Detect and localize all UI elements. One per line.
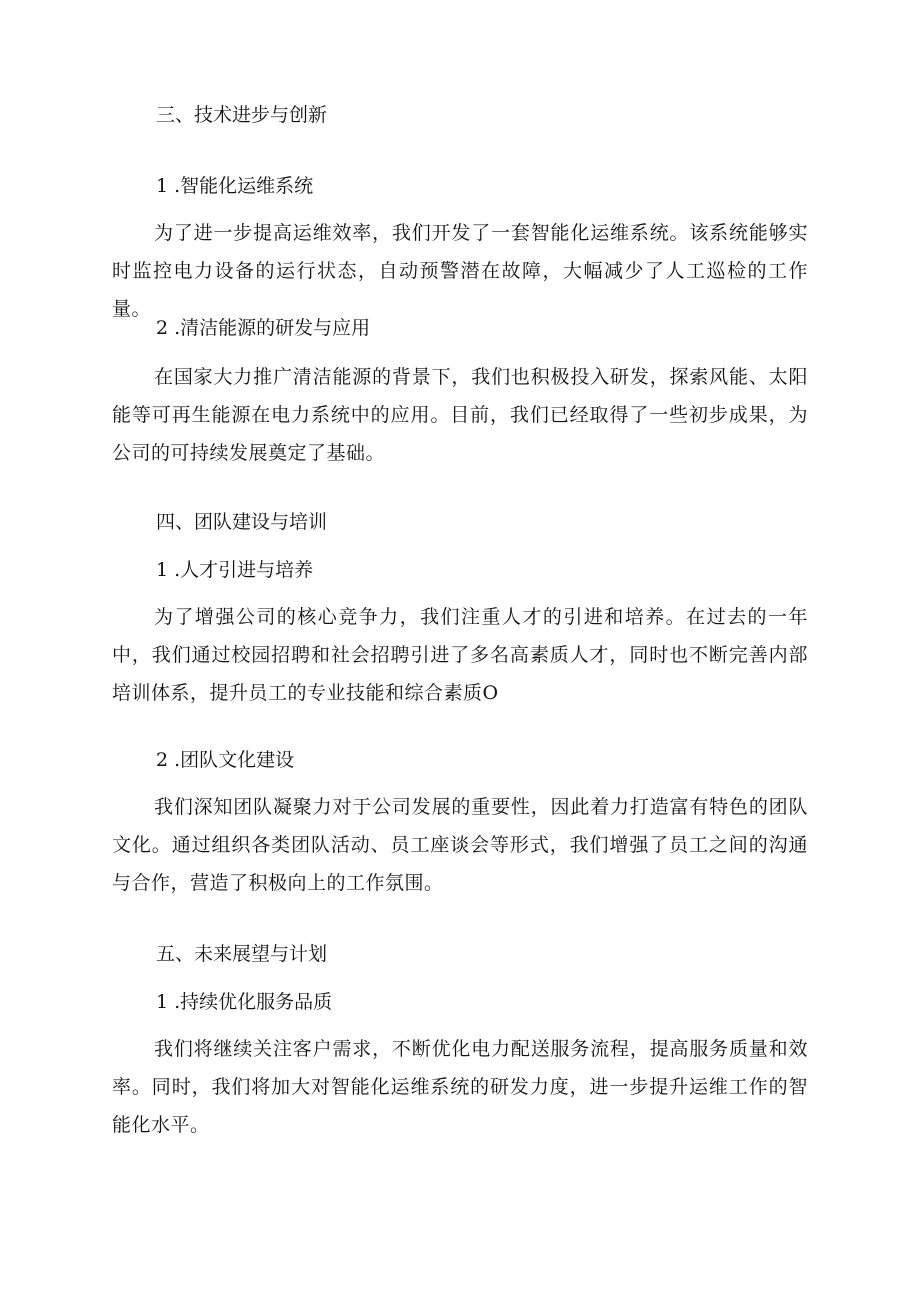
paragraph-team-culture	[112, 788, 808, 902]
subheading-clean-energy: 2 .清洁能源的研发与应用	[156, 317, 371, 339]
section-heading-team: 四、团队建设与培训	[156, 511, 328, 533]
subheading-talent: 1 .人才引进与培养	[156, 559, 314, 581]
section-heading-tech: 三、技术进步与创新	[156, 104, 328, 126]
paragraph-text: 为了增强公司的核心竞争力，我们注重人才的引进和培养。在过去的一年中，我们通过校园招聘和社会招聘引进了多名高素质人才，同时也不断完善内部培训体系，提升员工的专业技能和综合素质O	[112, 606, 808, 704]
paragraph-smart-ops	[112, 214, 808, 328]
subheading-smart-ops: 1 .智能化运维系统	[156, 175, 314, 197]
paragraph-text: 在国家大力推广清洁能源的背景下，我们也积极投入研发，探索风能、太阳能等可再生能源在电力系统中的应用。目前，我们已经取得了一些初步成果，为公司的可持续发展奠定了基础。	[112, 366, 808, 464]
paragraph-text: 我们将继续关注客户需求，不断优化电力配送服务流程，提高服务质量和效率。同时，我们将加大对智能化运维系统的研发力度，进一步提升运维工作的智能化水平。	[112, 1038, 808, 1136]
paragraph-talent	[112, 598, 808, 712]
paragraph-text: 我们深知团队凝聚力对于公司发展的重要性，因此着力打造富有特色的团队文化。通过组织各类团队活动、员工座谈会等形式，我们增强了员工之间的沟通与合作，营造了积极向上的工作氛围。	[112, 796, 808, 894]
subheading-team-culture: 2 .团队文化建设	[156, 749, 295, 771]
paragraph-text: 为了进一步提高运维效率，我们开发了一套智能化运维系统。该系统能够实时监控电力设备的运行状态，自动预警潜在故障，大幅减少了人工巡检的工作量。	[112, 222, 808, 320]
paragraph-service-quality	[112, 1030, 808, 1144]
paragraph-clean-energy	[112, 358, 808, 472]
section-heading-outlook: 五、未来展望与计划	[156, 943, 328, 965]
subheading-service-quality: 1 .持续优化服务品质	[156, 991, 333, 1013]
